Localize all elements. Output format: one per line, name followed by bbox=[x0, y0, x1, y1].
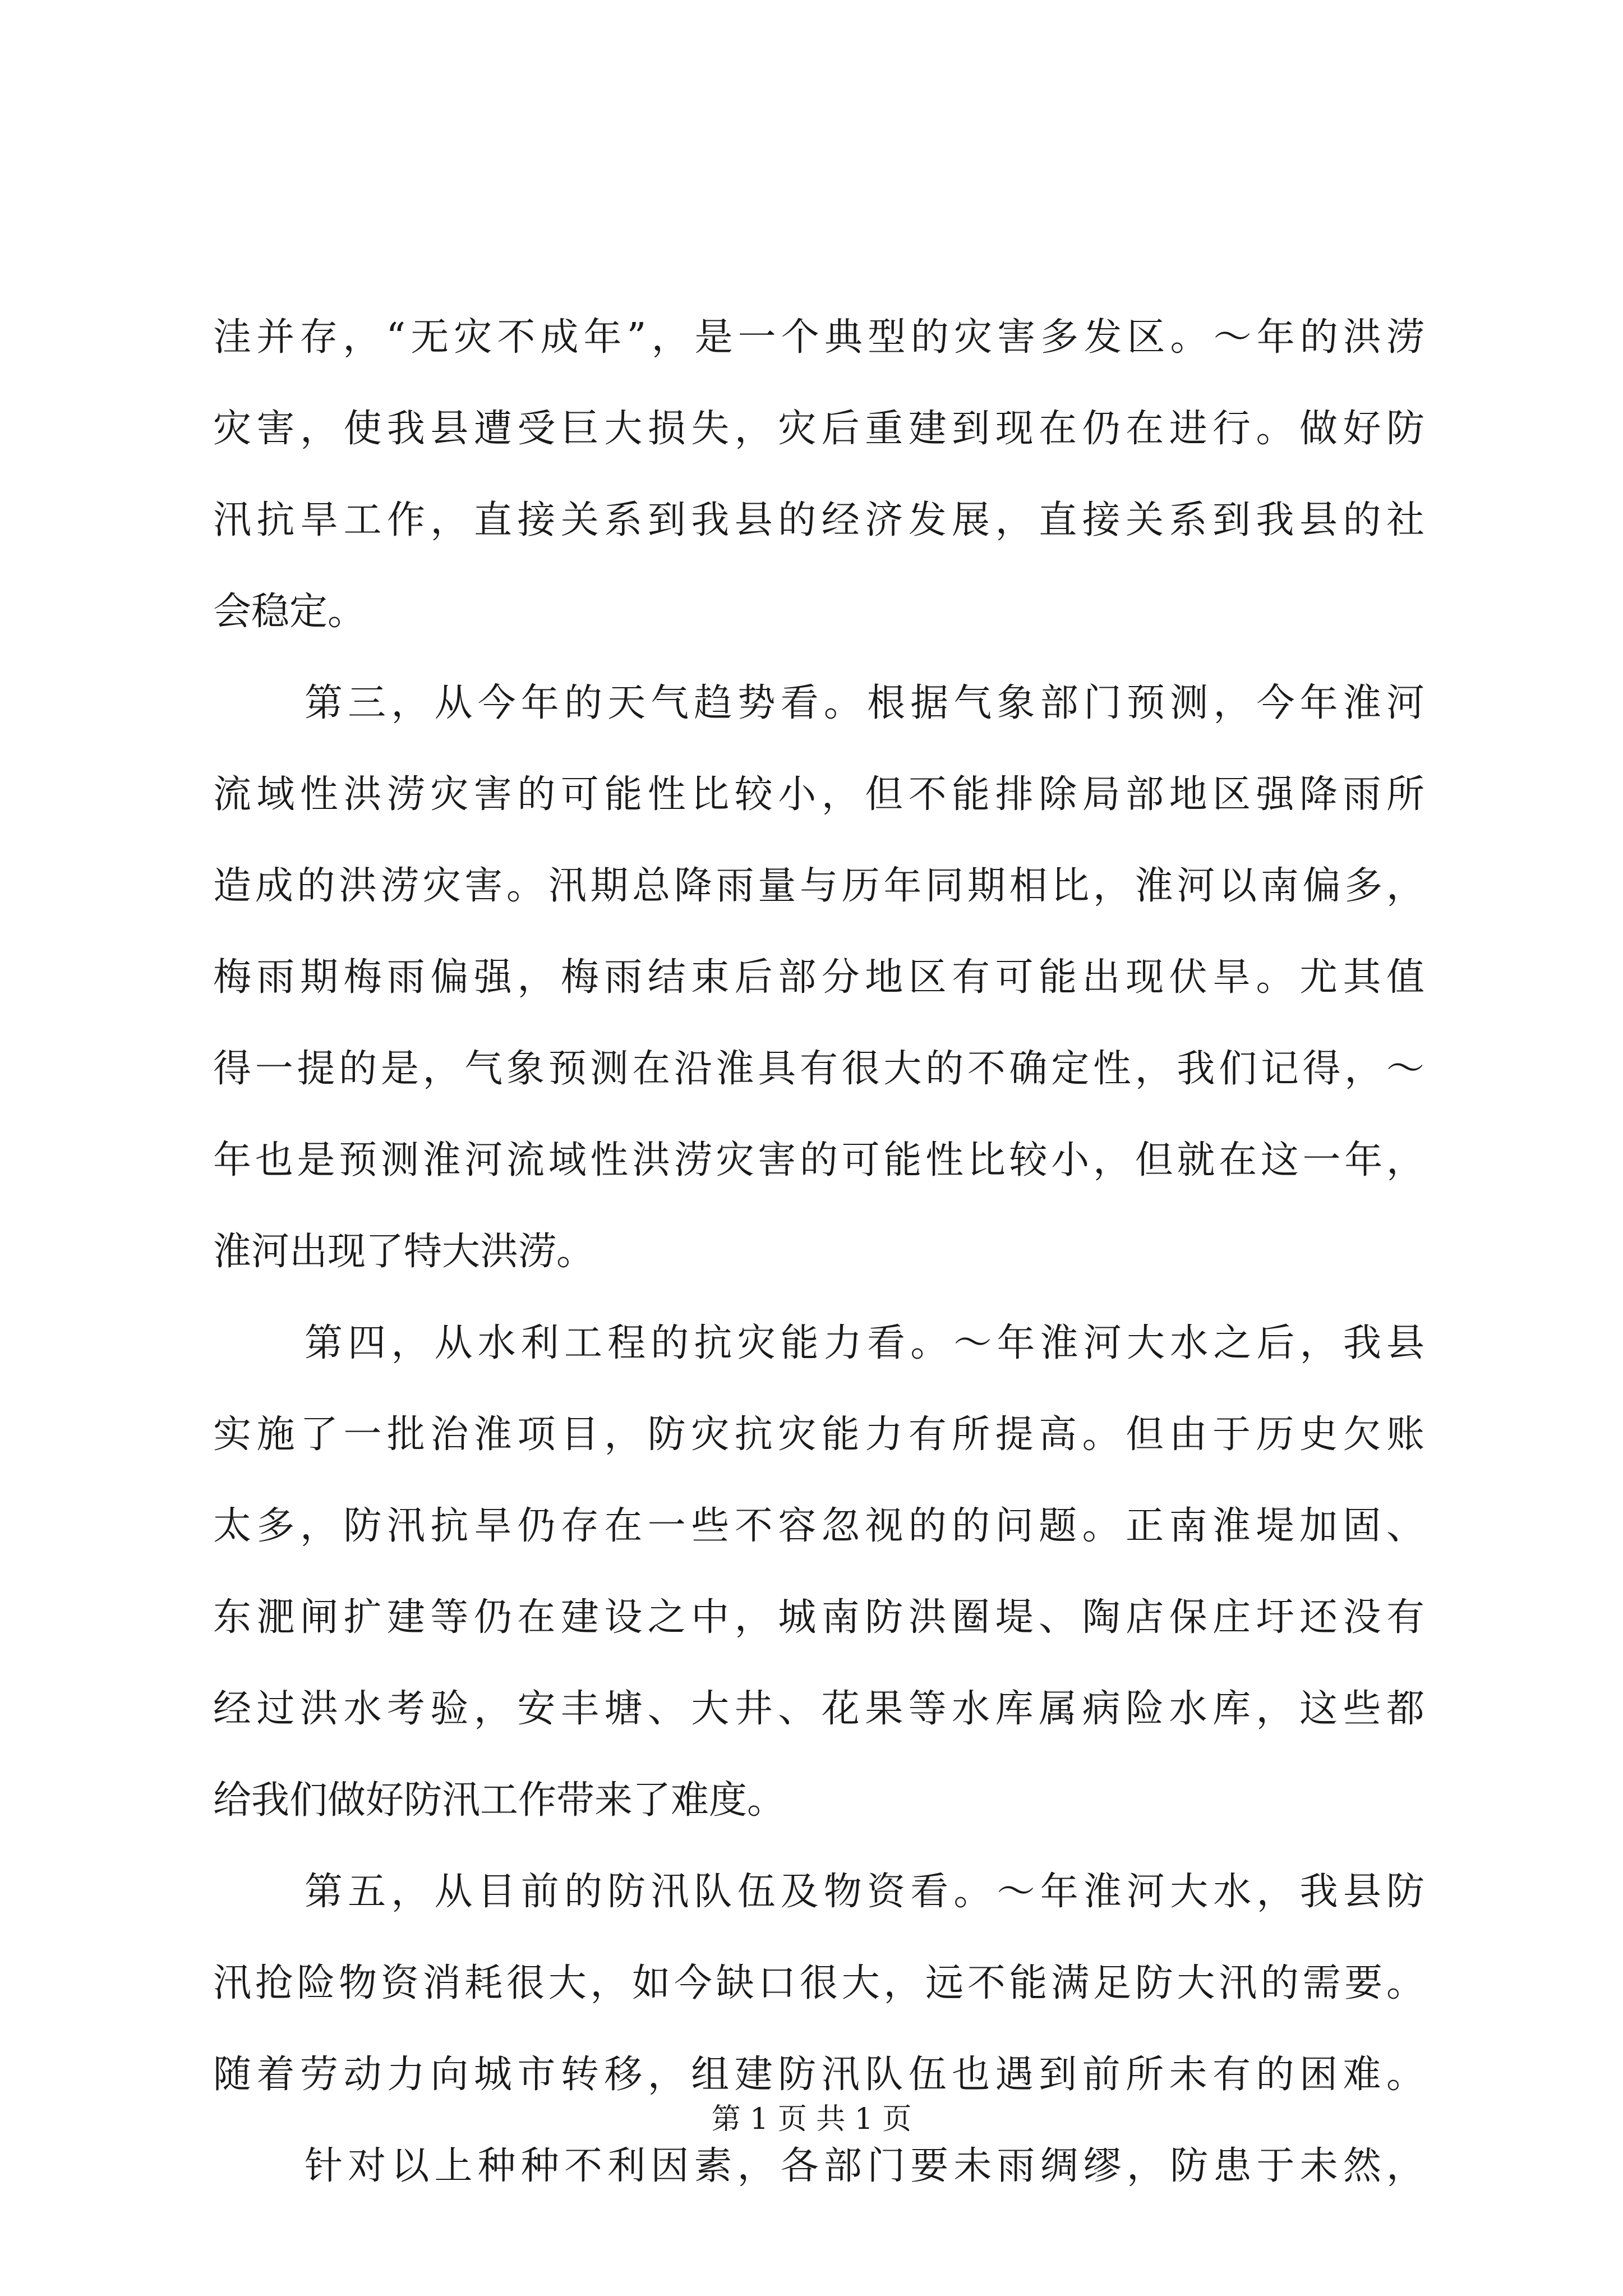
text-line: 第五，从目前的防汛队伍及物资看。～年淮河大水，我县防 bbox=[305, 1870, 1424, 1914]
text-line: 会稳定。 bbox=[213, 590, 366, 634]
text-line: 梅雨期梅雨偏强，梅雨结束后部分地区有可能出现伏旱。尤其值 bbox=[213, 955, 1424, 1000]
text-line: 太多，防汛抗旱仍存在一些不容忽视的的问题。正南淮堤加固、 bbox=[213, 1504, 1424, 1548]
text-line: 汛抗旱工作，直接关系到我县的经济发展，直接关系到我县的社 bbox=[213, 498, 1424, 542]
text-line: 实施了一批治淮项目，防灾抗灾能力有所提高。但由于历史欠账 bbox=[213, 1412, 1424, 1457]
text-line: 灾害，使我县遭受巨大损失，灾后重建到现在仍在进行。做好防 bbox=[213, 407, 1424, 451]
text-line: 第四，从水利工程的抗灾能力看。～年淮河大水之后，我县 bbox=[305, 1321, 1424, 1365]
text-line: 东淝闸扩建等仍在建设之中，城南防洪圈堤、陶店保庄圩还没有 bbox=[213, 1595, 1424, 1640]
text-line: 得一提的是，气象预测在沿淮具有很大的不确定性，我们记得，～ bbox=[213, 1047, 1424, 1091]
text-line: 第三，从今年的天气趋势看。根据气象部门预测，今年淮河 bbox=[305, 681, 1424, 725]
text-line: 随着劳动力向城市转移，组建防汛队伍也遇到前所未有的困难。 bbox=[213, 2053, 1424, 2097]
text-line: 洼并存，“无灾不成年”，是一个典型的灾害多发区。～年的洪涝 bbox=[213, 315, 1424, 360]
text-line: 造成的洪涝灾害。汛期总降雨量与历年同期相比，淮河以南偏多， bbox=[213, 864, 1424, 908]
document-body bbox=[213, 292, 1424, 2212]
text-line: 年也是预测淮河流域性洪涝灾害的可能性比较小，但就在这一年， bbox=[213, 1138, 1424, 1182]
page-number-footer: 第 1 页 共 1 页 bbox=[711, 2102, 912, 2136]
text-line: 经过洪水考验，安丰塘、大井、花果等水库属病险水库，这些都 bbox=[213, 1687, 1424, 1731]
text-line: 淮河出现了特大洪涝。 bbox=[213, 1230, 595, 1274]
text-line: 针对以上种种不利因素，各部门要未雨绸缪，防患于未然， bbox=[305, 2144, 1424, 2188]
text-line: 给我们做好防汛工作带来了难度。 bbox=[213, 1778, 786, 1823]
text-line: 汛抢险物资消耗很大，如今缺口很大，远不能满足防大汛的需要。 bbox=[213, 1961, 1424, 2005]
text-line: 流域性洪涝灾害的可能性比较小，但不能排除局部地区强降雨所 bbox=[213, 772, 1424, 817]
